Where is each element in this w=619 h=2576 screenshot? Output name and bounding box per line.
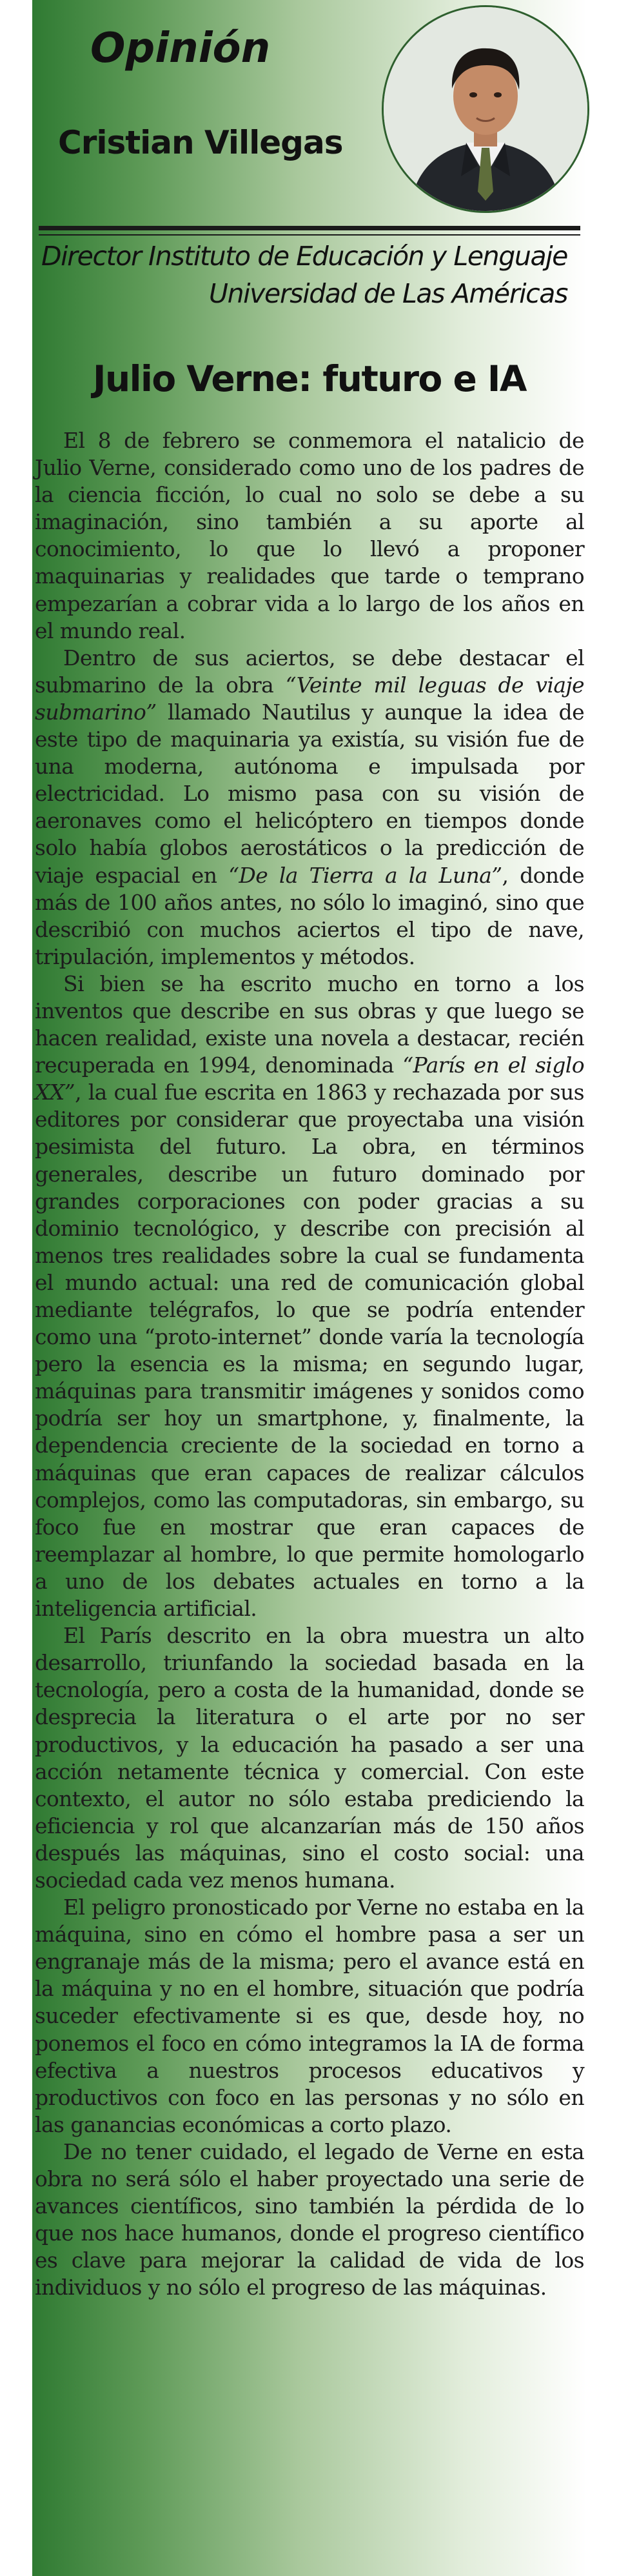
article-paragraph: Dentro de sus aciertos, se debe destacar el submarino de la obra “Veinte mil leguas de viaje submarino” llamado Nautilus y aunque la idea de este tipo de maquinaria ya existía, su visión fue de una moderna, autónoma e impulsada por electricidad. Lo mismo pasa con su visión de aeronaves como el helicóptero en tiempos donde solo había globos aerostáticos o la predicción de viaje espacial en “De la Tierra a la Luna”, donde más de 100 años antes, no sólo lo imaginó, sino que describió con muchos aciertos el tipo de nave, tripulación, implementos y métodos.	[35, 645, 584, 969]
author-role-line: Director Instituto de Educación y Lenguaje	[41, 241, 567, 272]
header-rule-thin	[39, 234, 580, 236]
author-photo	[382, 5, 589, 213]
article-paragraph: Si bien se ha escrito mucho en torno a los inventos que describe en sus obras y que luego se hacen realidad, existe una novela a destacar, recién recuperada en 1994, denominada “París en el siglo XX”, la cual fue escrita en 1863 y rechazada por sus editores por considerar que proyectaba una visión pesimista del futuro. La obra, en términos generales, describe un futuro dominado por grandes corporaciones con poder gracias a su dominio tecnológico, y describe con precisión al menos tres realidades sobre la cual se fundamenta el mundo actual: una red de comunicación global mediante telégrafos, lo que se podría entender como una “proto-internet” donde varía la tecnología pero la esencia es la misma; en segundo lugar, máquinas para transmitir imágenes y sonidos como podría ser hoy un smartphone, y, finalmente, la dependencia creciente de la sociedad en torno a máquinas que eran capaces de realizar cálculos complejos, como las computadoras, sin embargo, su foco fue en mostrar que eran capaces de reemplazar al hombre, lo que permite homologarlo a uno de los debates actuales en torno a la inteligencia artificial.	[35, 971, 584, 1622]
article-title: Julio Verne: futuro e IA	[93, 358, 526, 399]
section-label: Opinión	[90, 25, 271, 72]
article-paragraph: El París descrito en la obra muestra un alto desarrollo, triunfando la sociedad basada en la tecnología, pero a costa de la humanidad, donde se desprecia la literatura o el arte por no ser productivos, y la educación ha pasado a ser una acción netamente técnica y comercial. Con este contexto, el autor no sólo estaba prediciendo la eficiencia y rol que alcanzarían más de 150 años después las máquinas, sino el costo social: una sociedad cada vez menos humana.	[35, 1623, 584, 1893]
book-title: “Veinte mil leguas de viaje submarino”	[35, 672, 584, 725]
author-affiliation-line: Universidad de Las Américas	[208, 278, 567, 309]
article-body	[35, 427, 584, 2301]
opinion-column	[32, 0, 587, 2576]
author-role	[41, 237, 567, 312]
author-portrait-icon	[384, 7, 587, 211]
article-paragraph: El 8 de febrero se conmemora el natalicio de Julio Verne, considerado como uno de los padres de la ciencia ficción, lo cual no solo se debe a su imaginación, sino también a su aporte al conocimiento, lo que lo llevó a proponer maquinarias y realidades que tarde o temprano empezarían a cobrar vida a lo largo de los años en el mundo real.	[35, 428, 584, 643]
book-title: “De la Tierra a la Luna”	[228, 862, 502, 888]
header-rule	[39, 226, 580, 230]
author-name: Cristian Villegas	[58, 124, 343, 161]
article-paragraph: De no tener cuidado, el legado de Verne en esta obra no será sólo el haber proyectado una serie de avances científicos, sino también la pérdida de lo que nos hace humanos, donde el progreso científico es clave para mejorar la calidad de vida de los individuos y no sólo el progreso de las máquinas.	[35, 2138, 584, 2300]
book-title: “París en el siglo XX”	[35, 1052, 584, 1105]
article-paragraph: El peligro pronosticado por Verne no estaba en la máquina, sino en cómo el hombre pasa a ser un engranaje más de la misma; pero el avance está en la máquina y no en el hombre, situación que podría suceder efectivamente si es que, desde hoy, no ponemos el foco en cómo integramos la IA de forma efectiva a nuestros procesos educativos y productivos con foco en las personas y no sólo en las ganancias económicas a corto plazo.	[35, 1895, 584, 2137]
